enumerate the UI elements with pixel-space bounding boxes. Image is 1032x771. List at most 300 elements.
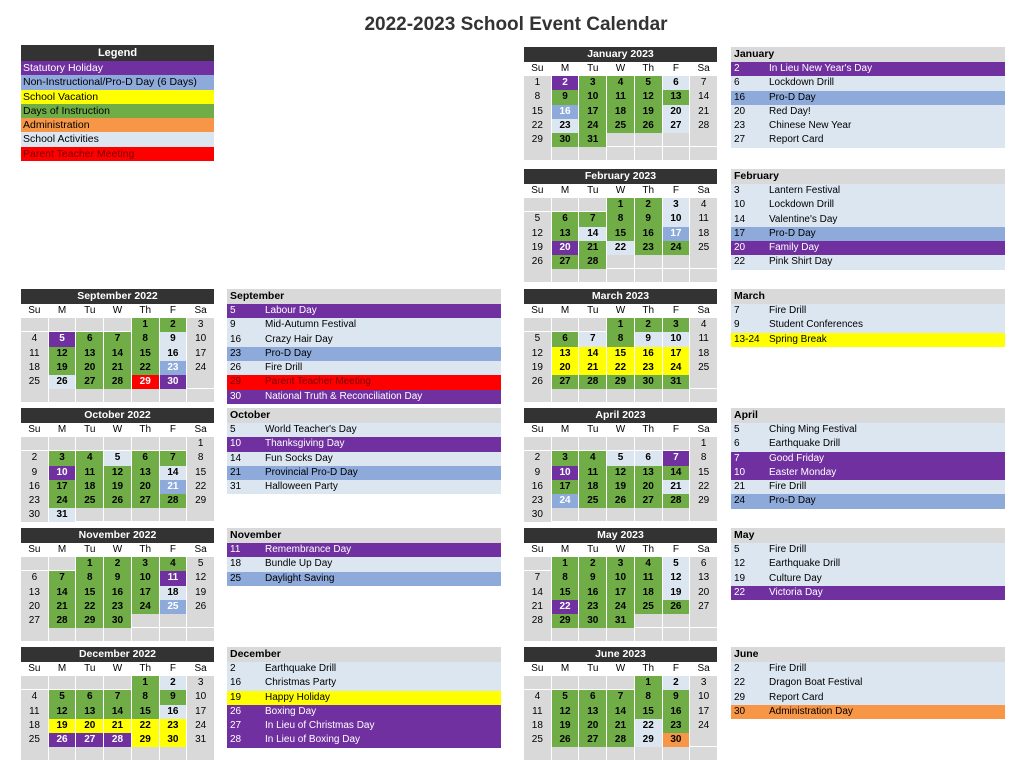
empty-cell bbox=[607, 269, 634, 283]
weekday-header: Sa bbox=[697, 63, 710, 74]
empty-cell bbox=[49, 437, 76, 451]
day-cell: 6 bbox=[132, 451, 159, 465]
day-cell: 8 bbox=[607, 212, 634, 226]
weekday-header: Su bbox=[531, 424, 544, 435]
day-cell: 12 bbox=[49, 705, 76, 719]
event-name: Administration Day bbox=[769, 705, 853, 717]
day-cell: 1 bbox=[607, 198, 634, 212]
day-cell: 25 bbox=[160, 600, 187, 614]
event-row bbox=[731, 557, 1005, 571]
event-name: Dragon Boat Festival bbox=[769, 677, 863, 689]
weekday-header: M bbox=[560, 663, 570, 674]
weekday-header: F bbox=[672, 63, 679, 74]
weekday-header: F bbox=[672, 663, 679, 674]
weekday-header: Sa bbox=[697, 305, 710, 316]
weekday-header: W bbox=[615, 305, 626, 316]
weekday-header: Tu bbox=[587, 544, 599, 555]
event-row bbox=[731, 76, 1005, 90]
event-name: Pro-D Day bbox=[769, 495, 816, 507]
empty-cell bbox=[663, 255, 690, 269]
day-cell: 4 bbox=[635, 557, 662, 571]
day-cell: 7 bbox=[579, 332, 606, 346]
day-cell: 9 bbox=[160, 332, 187, 346]
event-row bbox=[227, 452, 501, 466]
calendar-september-2022 bbox=[21, 289, 214, 403]
legend-item-parent-teacher-meeting: Parent Teacher Meeting bbox=[21, 147, 214, 161]
day-cell: 3 bbox=[579, 76, 606, 90]
event-row bbox=[731, 198, 1005, 212]
weekday-header: W bbox=[112, 544, 123, 555]
empty-cell bbox=[663, 389, 690, 403]
event-name: Parent Teacher Meeting bbox=[265, 376, 371, 388]
event-name: Fire Drill bbox=[769, 305, 807, 316]
calendar-title: September 2022 bbox=[21, 289, 214, 304]
day-cell: 24 bbox=[579, 119, 606, 133]
empty-cell bbox=[690, 389, 717, 403]
weekday-header: Th bbox=[139, 663, 152, 674]
event-row bbox=[227, 466, 501, 480]
event-date: 18 bbox=[230, 558, 242, 570]
event-name: In Lieu New Year's Day bbox=[769, 63, 873, 74]
event-name: Report Card bbox=[769, 691, 824, 703]
calendar-grid bbox=[21, 304, 214, 403]
day-cell: 12 bbox=[524, 227, 551, 241]
events-january bbox=[731, 47, 1005, 148]
weekday-header: Sa bbox=[697, 185, 710, 196]
event-name: Pro-D Day bbox=[769, 227, 816, 239]
day-cell: 22 bbox=[132, 719, 159, 733]
day-cell: 6 bbox=[552, 212, 579, 226]
day-cell: 17 bbox=[663, 227, 690, 241]
event-row bbox=[731, 691, 1005, 705]
empty-cell bbox=[663, 269, 690, 283]
day-cell: 14 bbox=[663, 466, 690, 480]
day-cell: 12 bbox=[524, 347, 551, 361]
event-name: Boxing Day bbox=[265, 705, 317, 717]
empty-cell bbox=[635, 389, 662, 403]
day-cell: 17 bbox=[663, 347, 690, 361]
weekday-header: Th bbox=[139, 305, 152, 316]
day-cell: 8 bbox=[132, 690, 159, 704]
event-row bbox=[731, 452, 1005, 466]
weekday-header: Sa bbox=[194, 663, 207, 674]
day-cell: 19 bbox=[49, 361, 76, 375]
weekday-header: Tu bbox=[84, 424, 96, 435]
empty-cell bbox=[690, 733, 717, 747]
weekday-header: F bbox=[672, 544, 679, 555]
day-cell: 30 bbox=[663, 733, 690, 747]
day-cell: 20 bbox=[690, 586, 717, 600]
day-cell: 21 bbox=[49, 600, 76, 614]
day-cell: 17 bbox=[552, 480, 579, 494]
day-cell: 25 bbox=[76, 494, 103, 508]
event-name: Provincial Pro-D Day bbox=[265, 466, 358, 478]
empty-cell bbox=[635, 269, 662, 283]
event-date: 20 bbox=[734, 105, 746, 117]
day-cell: 13 bbox=[690, 571, 717, 585]
event-name: Mid-Autumn Festival bbox=[265, 319, 357, 331]
day-cell: 25 bbox=[524, 733, 551, 747]
empty-cell bbox=[552, 508, 579, 522]
event-name: Victoria Day bbox=[769, 586, 823, 598]
empty-cell bbox=[132, 614, 159, 628]
events-december bbox=[227, 647, 501, 748]
event-row bbox=[227, 361, 501, 375]
day-cell: 28 bbox=[524, 614, 551, 628]
day-cell: 2 bbox=[160, 676, 187, 690]
day-cell: 9 bbox=[21, 466, 48, 480]
event-row bbox=[227, 676, 501, 690]
empty-cell bbox=[21, 747, 48, 761]
legend bbox=[21, 45, 214, 161]
weekday-header: Th bbox=[642, 663, 655, 674]
day-cell: 15 bbox=[690, 466, 717, 480]
day-cell: 21 bbox=[104, 719, 131, 733]
day-cell: 16 bbox=[160, 347, 187, 361]
day-cell: 21 bbox=[104, 361, 131, 375]
legend-item-statutory-holiday: Statutory Holiday bbox=[21, 61, 214, 75]
day-cell: 30 bbox=[635, 375, 662, 389]
day-cell: 10 bbox=[187, 690, 214, 704]
day-cell: 22 bbox=[635, 719, 662, 733]
empty-cell bbox=[635, 508, 662, 522]
day-cell: 28 bbox=[579, 375, 606, 389]
day-cell: 9 bbox=[160, 690, 187, 704]
empty-cell bbox=[607, 133, 634, 147]
day-cell: 26 bbox=[49, 375, 76, 389]
event-name: Christmas Party bbox=[265, 677, 337, 689]
day-cell: 25 bbox=[690, 241, 717, 255]
day-cell: 20 bbox=[579, 719, 606, 733]
day-cell: 29 bbox=[635, 733, 662, 747]
day-cell: 20 bbox=[21, 600, 48, 614]
day-cell: 4 bbox=[21, 690, 48, 704]
day-cell: 7 bbox=[663, 451, 690, 465]
event-row bbox=[731, 676, 1005, 690]
event-date: 7 bbox=[734, 452, 740, 464]
day-cell: 19 bbox=[607, 480, 634, 494]
empty-cell bbox=[21, 676, 48, 690]
day-cell: 18 bbox=[21, 361, 48, 375]
day-cell: 14 bbox=[690, 90, 717, 104]
event-date: 27 bbox=[734, 134, 746, 146]
empty-cell bbox=[104, 437, 131, 451]
day-cell: 12 bbox=[635, 90, 662, 104]
day-cell: 27 bbox=[76, 733, 103, 747]
empty-cell bbox=[524, 269, 551, 283]
day-cell: 18 bbox=[160, 586, 187, 600]
calendar-title: March 2023 bbox=[524, 289, 717, 304]
day-cell: 22 bbox=[524, 119, 551, 133]
event-date: 11 bbox=[230, 544, 241, 555]
empty-cell bbox=[524, 628, 551, 642]
day-cell: 25 bbox=[607, 119, 634, 133]
event-name: Earthquake Drill bbox=[769, 438, 841, 450]
event-row bbox=[731, 184, 1005, 198]
day-cell: 4 bbox=[524, 690, 551, 704]
day-cell: 7 bbox=[49, 571, 76, 585]
day-cell: 23 bbox=[635, 241, 662, 255]
empty-cell bbox=[635, 614, 662, 628]
empty-cell bbox=[76, 747, 103, 761]
event-name: World Teacher's Day bbox=[265, 424, 357, 435]
empty-cell bbox=[76, 676, 103, 690]
events-february bbox=[731, 169, 1005, 270]
empty-cell bbox=[690, 614, 717, 628]
day-cell: 13 bbox=[132, 466, 159, 480]
event-date: 26 bbox=[230, 705, 242, 717]
event-date: 10 bbox=[734, 199, 746, 211]
empty-cell bbox=[663, 508, 690, 522]
empty-cell bbox=[579, 628, 606, 642]
day-cell: 17 bbox=[579, 105, 606, 119]
day-cell: 13 bbox=[76, 705, 103, 719]
weekday-header: W bbox=[615, 185, 626, 196]
day-cell: 5 bbox=[663, 557, 690, 571]
empty-cell bbox=[160, 437, 187, 451]
empty-cell bbox=[579, 198, 606, 212]
day-cell: 11 bbox=[21, 347, 48, 361]
calendar-title: February 2023 bbox=[524, 169, 717, 184]
event-row bbox=[227, 333, 501, 347]
empty-cell bbox=[160, 747, 187, 761]
day-cell: 10 bbox=[607, 571, 634, 585]
day-cell: 14 bbox=[104, 705, 131, 719]
weekday-header: F bbox=[169, 663, 176, 674]
day-cell: 1 bbox=[132, 676, 159, 690]
day-cell: 3 bbox=[552, 451, 579, 465]
events-month-title: May bbox=[731, 528, 1005, 543]
calendar-december-2022 bbox=[21, 647, 214, 761]
day-cell: 21 bbox=[607, 719, 634, 733]
weekday-header: Sa bbox=[697, 424, 710, 435]
empty-cell bbox=[524, 747, 551, 761]
day-cell: 14 bbox=[49, 586, 76, 600]
weekday-header: Th bbox=[642, 544, 655, 555]
weekday-header: M bbox=[560, 185, 570, 196]
event-row bbox=[731, 105, 1005, 119]
day-cell: 22 bbox=[187, 480, 214, 494]
day-cell: 29 bbox=[524, 133, 551, 147]
event-name: Report Card bbox=[769, 134, 824, 146]
day-cell: 22 bbox=[607, 361, 634, 375]
day-cell: 9 bbox=[104, 571, 131, 585]
event-name: Lockdown Drill bbox=[769, 199, 835, 211]
event-date: 14 bbox=[230, 452, 242, 464]
day-cell: 4 bbox=[690, 198, 717, 212]
empty-cell bbox=[690, 747, 717, 761]
day-cell: 26 bbox=[524, 375, 551, 389]
day-cell: 28 bbox=[160, 494, 187, 508]
legend-item-school-activities: School Activities bbox=[21, 132, 214, 146]
day-cell: 20 bbox=[552, 361, 579, 375]
day-cell: 30 bbox=[524, 508, 551, 522]
day-cell: 15 bbox=[607, 347, 634, 361]
empty-cell bbox=[607, 437, 634, 451]
day-cell: 30 bbox=[104, 614, 131, 628]
event-name: Labour Day bbox=[265, 305, 317, 316]
day-cell: 29 bbox=[76, 614, 103, 628]
empty-cell bbox=[635, 437, 662, 451]
weekday-header: Tu bbox=[84, 544, 96, 555]
day-cell: 14 bbox=[524, 586, 551, 600]
calendar-grid bbox=[21, 543, 214, 642]
weekday-header: W bbox=[615, 63, 626, 74]
day-cell: 30 bbox=[160, 375, 187, 389]
day-cell: 22 bbox=[690, 480, 717, 494]
events-month-title: March bbox=[731, 289, 1005, 304]
empty-cell bbox=[76, 628, 103, 642]
day-cell: 7 bbox=[579, 212, 606, 226]
day-cell: 5 bbox=[552, 690, 579, 704]
weekday-header: Sa bbox=[194, 305, 207, 316]
event-row bbox=[227, 572, 501, 586]
empty-cell bbox=[132, 628, 159, 642]
day-cell: 20 bbox=[552, 241, 579, 255]
day-cell: 31 bbox=[663, 375, 690, 389]
day-cell: 12 bbox=[552, 705, 579, 719]
empty-cell bbox=[663, 628, 690, 642]
day-cell: 24 bbox=[187, 719, 214, 733]
weekday-header: W bbox=[615, 544, 626, 555]
day-cell: 13 bbox=[663, 90, 690, 104]
event-date: 9 bbox=[230, 319, 236, 331]
day-cell: 10 bbox=[663, 212, 690, 226]
day-cell: 20 bbox=[663, 105, 690, 119]
day-cell: 21 bbox=[579, 241, 606, 255]
empty-cell bbox=[76, 389, 103, 403]
legend-item-administration: Administration bbox=[21, 118, 214, 132]
calendar-june-2023 bbox=[524, 647, 717, 761]
event-name: In Lieu of Christmas Day bbox=[265, 720, 375, 732]
calendar-april-2023 bbox=[524, 408, 717, 522]
day-cell: 23 bbox=[104, 600, 131, 614]
empty-cell bbox=[579, 147, 606, 161]
event-date: 6 bbox=[734, 438, 740, 450]
event-date: 30 bbox=[230, 390, 242, 402]
empty-cell bbox=[524, 147, 551, 161]
day-cell: 17 bbox=[690, 705, 717, 719]
day-cell: 4 bbox=[160, 557, 187, 571]
day-cell: 11 bbox=[579, 466, 606, 480]
weekday-header: Su bbox=[531, 663, 544, 674]
weekday-header: Tu bbox=[587, 63, 599, 74]
day-cell: 3 bbox=[187, 318, 214, 332]
empty-cell bbox=[579, 269, 606, 283]
day-cell: 2 bbox=[524, 451, 551, 465]
day-cell: 12 bbox=[663, 571, 690, 585]
event-row bbox=[227, 390, 501, 404]
empty-cell bbox=[132, 508, 159, 522]
day-cell: 5 bbox=[187, 557, 214, 571]
empty-cell bbox=[160, 628, 187, 642]
empty-cell bbox=[21, 557, 48, 571]
event-row bbox=[731, 705, 1005, 719]
day-cell: 3 bbox=[690, 676, 717, 690]
weekday-header: F bbox=[672, 424, 679, 435]
day-cell: 16 bbox=[552, 105, 579, 119]
event-row bbox=[731, 119, 1005, 133]
event-date: 24 bbox=[734, 495, 746, 507]
event-row bbox=[731, 333, 1005, 347]
day-cell: 6 bbox=[21, 571, 48, 585]
weekday-header: W bbox=[615, 424, 626, 435]
empty-cell bbox=[49, 389, 76, 403]
empty-cell bbox=[76, 508, 103, 522]
events-november bbox=[227, 528, 501, 586]
day-cell: 29 bbox=[187, 494, 214, 508]
day-cell: 23 bbox=[663, 719, 690, 733]
day-cell: 13 bbox=[635, 466, 662, 480]
empty-cell bbox=[132, 437, 159, 451]
day-cell: 12 bbox=[104, 466, 131, 480]
day-cell: 18 bbox=[579, 480, 606, 494]
day-cell: 11 bbox=[160, 571, 187, 585]
event-date: 9 bbox=[734, 319, 740, 331]
events-month-title: April bbox=[731, 408, 1005, 423]
event-date: 10 bbox=[230, 438, 242, 450]
day-cell: 17 bbox=[49, 480, 76, 494]
day-cell: 7 bbox=[690, 76, 717, 90]
day-cell: 9 bbox=[635, 332, 662, 346]
event-date: 16 bbox=[230, 677, 242, 689]
event-name: National Truth & Reconciliation Day bbox=[265, 390, 423, 402]
day-cell: 16 bbox=[663, 705, 690, 719]
calendar-november-2022 bbox=[21, 528, 214, 642]
day-cell: 1 bbox=[76, 557, 103, 571]
day-cell: 11 bbox=[690, 332, 717, 346]
legend-item-school-vacation: School Vacation bbox=[21, 90, 214, 104]
day-cell: 8 bbox=[187, 451, 214, 465]
empty-cell bbox=[552, 147, 579, 161]
day-cell: 13 bbox=[21, 586, 48, 600]
event-row bbox=[227, 437, 501, 451]
calendar-title: May 2023 bbox=[524, 528, 717, 543]
day-cell: 21 bbox=[663, 480, 690, 494]
day-cell: 28 bbox=[663, 494, 690, 508]
day-cell: 27 bbox=[552, 255, 579, 269]
day-cell: 21 bbox=[690, 105, 717, 119]
calendar-title: November 2022 bbox=[21, 528, 214, 543]
events-october bbox=[227, 408, 501, 494]
event-name: Remembrance Day bbox=[265, 544, 352, 555]
weekday-header: F bbox=[169, 305, 176, 316]
day-cell: 31 bbox=[607, 614, 634, 628]
event-row bbox=[731, 91, 1005, 105]
event-row bbox=[227, 543, 501, 557]
empty-cell bbox=[524, 198, 551, 212]
day-cell: 15 bbox=[607, 227, 634, 241]
empty-cell bbox=[635, 147, 662, 161]
day-cell: 1 bbox=[552, 557, 579, 571]
day-cell: 3 bbox=[132, 557, 159, 571]
events-month-title: December bbox=[227, 647, 501, 662]
day-cell: 5 bbox=[635, 76, 662, 90]
weekday-header: Su bbox=[531, 305, 544, 316]
empty-cell bbox=[104, 747, 131, 761]
empty-cell bbox=[607, 508, 634, 522]
day-cell: 5 bbox=[607, 451, 634, 465]
day-cell: 20 bbox=[76, 361, 103, 375]
empty-cell bbox=[187, 389, 214, 403]
day-cell: 8 bbox=[76, 571, 103, 585]
day-cell: 5 bbox=[49, 690, 76, 704]
calendar-grid bbox=[524, 184, 717, 283]
event-date: 28 bbox=[230, 734, 242, 746]
day-cell: 25 bbox=[690, 361, 717, 375]
event-row bbox=[731, 586, 1005, 600]
day-cell: 7 bbox=[104, 690, 131, 704]
